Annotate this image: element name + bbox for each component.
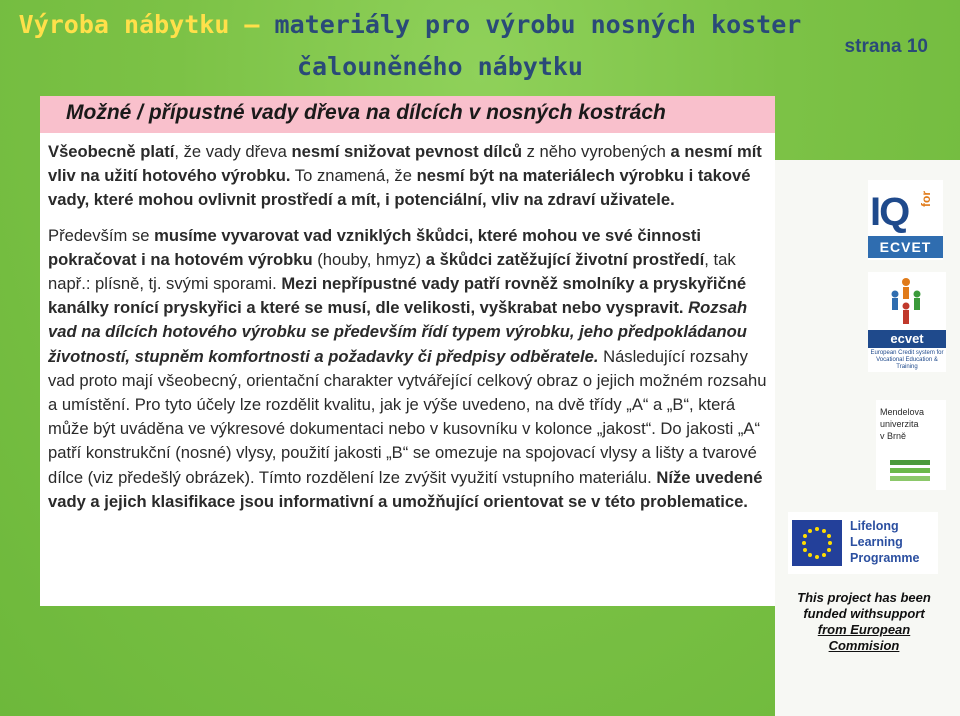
llp-line-2: Learning bbox=[850, 535, 903, 549]
mendel-line-2: univerzita bbox=[880, 419, 919, 429]
iq-logo-text: IQ bbox=[870, 190, 909, 234]
text-run: a nesmí mít vliv na užití hotového výrobku. bbox=[48, 142, 762, 186]
ecvet-logo-name: ecvet bbox=[868, 330, 946, 348]
section-banner bbox=[40, 96, 775, 133]
eu-flag-icon bbox=[792, 520, 842, 566]
llp-line-3: Programme bbox=[850, 551, 920, 565]
funding-line-3: from European bbox=[817, 622, 911, 637]
text-run: Následující rozsahy vad proto mají všeobecný, orientační charakter vytvářející celkový obraz o jejich možném rozsahu a umístění. Pro tyto účely lze rozdělit kvalitu, jak je výše uvedeno, na dvě třídy „A“ a „B“, která může být uváděna ve výkresové dokumentaci nebo v kusovníku v kolonce „jakost“. Do jakosti „A“ patří konstrukční (nosné) vlysy, použití jakosti „B“ se omezuje na spojovací vlysy a lišty a tvarové dílce (viz předešlý obrázek). Tímto rozdělení lze zvýšit využití vstupního materiálu. bbox=[48, 346, 767, 487]
mendel-logo-text bbox=[880, 406, 924, 442]
text-run: (houby, hmyz) bbox=[312, 249, 426, 269]
mendel-line-1: Mendelova bbox=[880, 407, 925, 417]
ecvet-logo bbox=[868, 272, 946, 372]
text-run: musíme vyvarovat vad vzniklých škůdci, které mohou ve své činnosti pokračovat i na hotovém výrobku bbox=[48, 225, 701, 269]
iq-logo-ecvet: ECVET bbox=[868, 236, 943, 258]
funding-line-4: Commision bbox=[828, 638, 900, 653]
text-run: z něho vyrobených bbox=[522, 142, 671, 161]
text-run: Všeobecně platí bbox=[48, 142, 175, 161]
mendel-university-logo bbox=[876, 400, 946, 490]
ecvet-people-icon bbox=[886, 276, 926, 328]
text-run: Především se bbox=[48, 225, 155, 245]
paragraph-pests bbox=[48, 224, 770, 514]
text-run: nesmí být na materiálech výrobku i takové vady, které mohou ovlivnit prostředí a mít, i potenciální, vliv na zdraví uživatele. bbox=[48, 166, 751, 210]
title-line-2: čalouněného nábytku bbox=[297, 52, 583, 81]
funding-line-2: funded withsupport bbox=[803, 606, 925, 621]
text-run: nesmí snižovat pevnost dílců bbox=[291, 142, 523, 161]
text-run: Níže uvedené vady a jejich klasifikace jsou informativní a umožňující orientovat se v této problematice. bbox=[48, 467, 763, 511]
mendel-line-3: v Brně bbox=[880, 431, 907, 441]
funding-notice bbox=[784, 590, 944, 654]
title-prefix: Výroba nábytku – bbox=[18, 10, 260, 39]
title-line-1-rest: materiály pro výrobu nosných koster bbox=[259, 10, 802, 39]
section-heading: Možné / přípustné vady dřeva na dílcích v nosných kostrách bbox=[66, 101, 666, 124]
lifelong-learning-logo bbox=[788, 512, 938, 574]
page-number: strana 10 bbox=[844, 36, 928, 57]
ecvet-logo-subtitle: European Credit system for Vocational Education & Training bbox=[870, 350, 944, 370]
text-run: Mezi nepřípustné vady patří rovněž smolníky a pryskyřičné kanálky ronící pryskyřici a které se musí, dle velikosti, vyškrabat nebo vyspravit. bbox=[48, 274, 747, 318]
iq-for-ecvet-logo bbox=[868, 180, 943, 260]
text-run: To znamená, že bbox=[290, 166, 417, 186]
page-title bbox=[0, 4, 820, 88]
llp-line-1: Lifelong bbox=[850, 519, 899, 533]
mendel-emblem-icon bbox=[888, 456, 932, 484]
title-line-1 bbox=[0, 4, 820, 46]
text-run: , že vady dřeva bbox=[174, 142, 292, 161]
iq-logo-for: for bbox=[919, 191, 933, 207]
text-run: , tak např.: plísně, tj. svými sporami. bbox=[48, 249, 736, 294]
text-run: a škůdci zatěžující životní prostředí bbox=[425, 249, 705, 269]
paragraph-general bbox=[48, 140, 770, 213]
text-run: Rozsah vad na dílcích hotového výrobku se především řídí typem výrobku, jeho předpokládanou životností, stupněm komfortnosti a požadavky či předpisy odběratele. bbox=[48, 298, 748, 366]
body-text bbox=[48, 140, 770, 514]
llp-logo-text bbox=[850, 518, 919, 566]
funding-line-1: This project has been bbox=[797, 590, 931, 605]
